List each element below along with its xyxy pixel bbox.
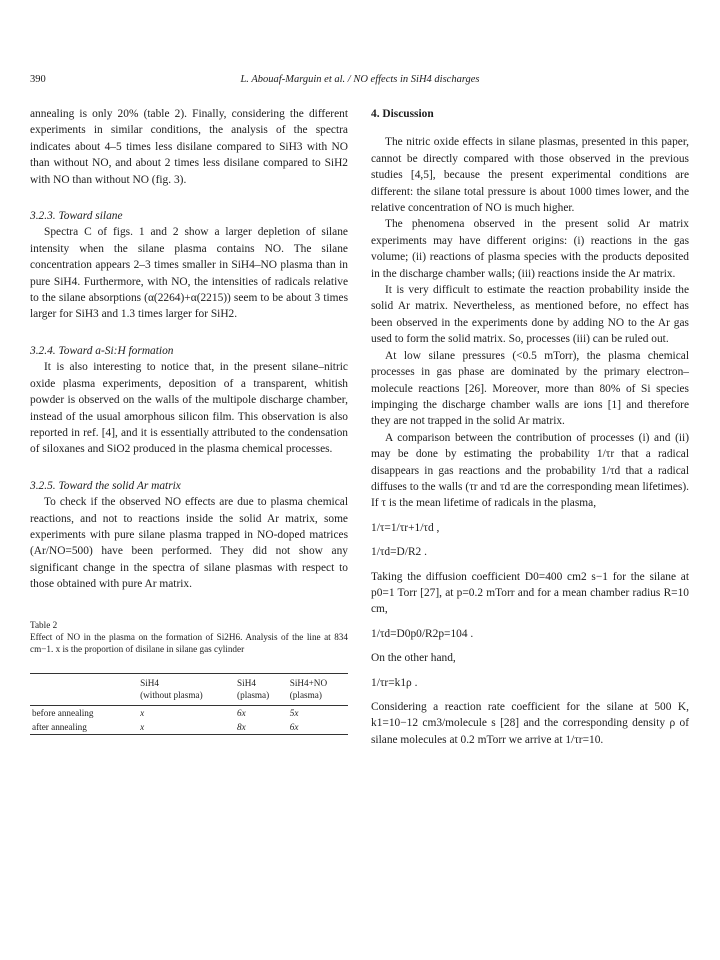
table-cell: 6x (289, 721, 299, 732)
table-cell: 5x (289, 707, 299, 718)
equation: 1/τd=D0p0/R2p=104 . (371, 627, 474, 640)
paragraph: To check if the observed NO effects are due to plasma chemical reactions, and not to reactions inside the solid Ar matrix, some experiments with pure silane plasma trapped in NO-doped matrices (Ar/NO=500) have been performed. They did not show any significant change in the spectra of silane plasmas with respect to those obtained with pure Ar matrix. (30, 496, 348, 591)
paragraph: annealing is only 20% (table 2). Finally, considering the different experiments in similar conditions, the analysis of the spectra indicates about 4–5 times less disilane compared to SiH3 with NO than without NO, and about 2 times less disilane compared to SiH2 with NO than without NO (fig. 3). (30, 108, 348, 186)
column-header: SiH4 (plasma) (237, 678, 270, 701)
paragraph: It is also interesting to notice that, in the present silane–nitric oxide plasma experiments, deposition of a transparent, whitish powder is observed on the walls of the multipole discharge chamber, instead of the usual amorphous silicon film. This observation is also reported in ref. [4], and it is essentially attributed to the condensation of siloxanes and SiO2 produced in the plasma chemical processes. (30, 361, 348, 456)
running-head: L. Abouaf-Marguin et al. / NO effects in SiH4 discharges (240, 74, 480, 85)
paragraph: The phenomena observed in the present solid Ar matrix experiments may have different origins: (i) reactions in the gas volume; (ii) reactions of plasma species with the products deposited in the discharge chamber walls; (iii) reactions inside the Ar matrix. (371, 218, 689, 280)
paragraph: The nitric oxide effects in silane plasmas, presented in this paper, cannot be directly compared with those observed in the previous studies [4,5], because the present experimental conditions are different: the silane total pressure is about 1000 times lower, and the relative concentration of NO is much higher. (371, 136, 689, 215)
column-header: SiH4 (without plasma) (140, 678, 203, 701)
page-number: 390 (30, 74, 46, 85)
paragraph: It is very difficult to estimate the reaction probability inside the solid Ar matrix. Nevertheless, as mentioned before, no effect has been observed in the experiments done by adding NO to the Ar gas used to form the solid matrix. So, processes (iii) can be ruled out. (371, 284, 689, 346)
right-column (371, 106, 689, 748)
table-2 (30, 619, 348, 735)
table-row (30, 705, 348, 720)
equation: 1/τ=1/τr+1/τd , (371, 521, 440, 534)
equation: 1/τd=D/R2 . (371, 546, 427, 559)
row-label: after annealing (32, 721, 87, 732)
data-table (30, 673, 348, 735)
page-header (30, 74, 690, 92)
section-heading-3-2-3: 3.2.3. Toward silane (30, 210, 123, 223)
paragraph: A comparison between the contribution of processes (i) and (ii) may be done by estimating the probability 1/τr that a radical disappears in gas reactions and the probability 1/τd that a radical diffuses to the walls (τr and τd are the corresponding mean lifetimes). If τ is the mean lifetime of radicals in the plasma, (371, 431, 689, 510)
table-cell: x (140, 721, 145, 732)
column-header: SiH4+NO (plasma) (289, 678, 328, 701)
table-label: Table 2 (30, 619, 58, 630)
table-row (30, 720, 348, 735)
section-heading-3-2-4: 3.2.4. Toward a-Si:H formation (30, 344, 174, 357)
paragraph: Taking the diffusion coefficient D0=400 cm2 s−1 for the silane at p0=1 Torr [27], at p=0.2 mTorr and for a mean chamber radius R=10 cm, (371, 570, 689, 616)
row-label: before annealing (32, 707, 94, 718)
table-header-row (30, 674, 348, 705)
section-heading-3-2-5: 3.2.5. Toward the solid Ar matrix (30, 479, 181, 492)
paragraph: At low silane pressures (<0.5 mTorr), the plasma chemical processes in gas phase are dominated by the primary electron–molecule reactions [26]. Moreover, more than 80% of Si species impinging the discharge chamber walls are ions [1] and therefore they are not trapped in the solid Ar matrix. (371, 349, 689, 428)
paragraph: Considering a reaction rate coefficient for the silane at 500 K, k1=10−12 cm3/molecule s [28] and the corresponding density ρ of silane molecules at 0.2 mTorr we arrive at 1/τr=10. (371, 701, 689, 746)
left-column (30, 106, 348, 735)
table-cell: x (140, 707, 145, 718)
table-cell: 6x (237, 707, 246, 718)
table-caption: Effect of NO in the plasma on the formation of Si2H6. Analysis of the line at 834 cm−1. x is the proportion of disilane in silane gas cylinder (30, 631, 348, 654)
table-cell: 8x (237, 721, 246, 732)
paragraph: On the other hand, (371, 652, 456, 665)
paragraph: Spectra C of figs. 1 and 2 show a larger depletion of silane intensity when the silane plasma contains NO. The silane concentration appears 2–3 times smaller in SiH4–NO plasma than in pure SiH4. Furthermore, with NO, the intensities of radicals relative to the silane absorptions (α(2264)+α(2215)) seem to be about 3 times larger for SiH3 and 1.3 times larger for SiH2. (30, 226, 348, 321)
equation: 1/τr=k1ρ . (371, 676, 418, 689)
section-heading-discussion: 4. Discussion (371, 108, 434, 120)
